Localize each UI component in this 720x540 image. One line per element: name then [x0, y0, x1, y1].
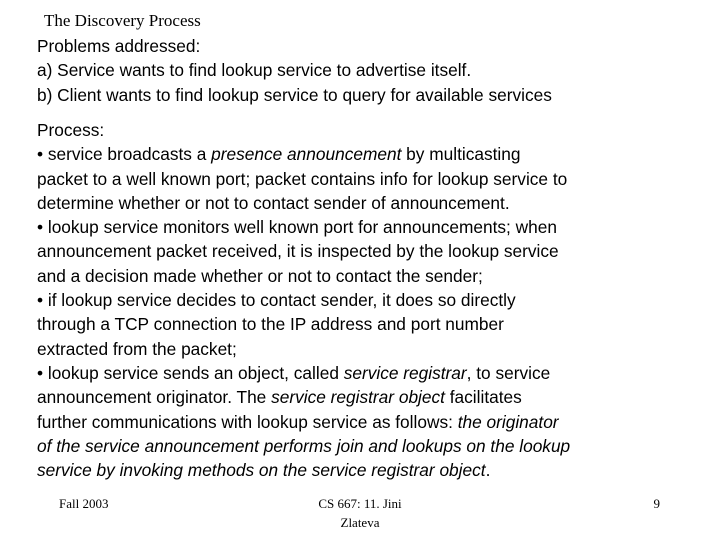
bullet4-line5	[37, 458, 697, 482]
bullet4-line4	[37, 434, 697, 458]
process-section	[37, 118, 697, 482]
problems-heading: Problems addressed:	[37, 36, 201, 56]
bullet4-text: • lookup service sends an object, called	[37, 362, 344, 383]
bullet1-line1	[37, 142, 697, 166]
bullet4-line3-emphasis: the originator	[457, 411, 559, 432]
bullet4-line3-text: further communications with lookup service as follows:	[37, 411, 458, 432]
page-number: 9	[653, 496, 660, 511]
bullet4-line1	[37, 361, 697, 385]
bullet1-line3: determine whether or not to contact sender of announcement.	[37, 192, 510, 213]
bullet4-line3	[37, 410, 697, 434]
bullet1-emphasis: presence announcement	[211, 144, 402, 165]
footer-course	[300, 494, 420, 532]
slide-title: The Discovery Process	[44, 11, 201, 30]
bullet2-line1: • lookup service monitors well known port for announcements; when	[37, 217, 557, 238]
bullet1-text: • service broadcasts a	[37, 144, 212, 165]
bullet3-line3: extracted from the packet;	[37, 338, 237, 359]
footer-course-line1: CS 667: 11. Jini	[318, 496, 402, 511]
bullet3-line2: through a TCP connection to the IP address and port number	[37, 314, 504, 335]
problem-b: b) Client wants to find lookup service to query for available services	[37, 84, 552, 105]
process-heading: Process:	[37, 120, 105, 140]
bullet4-line2	[37, 385, 697, 409]
bullet4-line5-period: .	[485, 460, 491, 481]
problems-section	[37, 34, 697, 107]
footer-date: Fall 2003	[59, 496, 109, 511]
bullet4-text-cont: , to service	[466, 362, 551, 383]
bullet4-line2-text: announcement originator. The	[37, 387, 272, 408]
bullet4-line4-emphasis: of the service announcement performs join and lookups on the lookup	[37, 435, 571, 456]
bullet2-line2: announcement packet received, it is inspected by the lookup service	[37, 241, 559, 262]
bullet1-text-cont: by multicasting	[401, 144, 521, 165]
bullet3-line1: • if lookup service decides to contact sender, it does so directly	[37, 290, 516, 311]
bullet1-line2: packet to a well known port; packet contains info for lookup service to	[37, 168, 568, 189]
bullet4-line5-emphasis: service by invoking methods on the service registrar object	[37, 460, 486, 481]
bullet4-line2-emphasis: service registrar object	[271, 387, 445, 408]
problem-a: a) Service wants to find lookup service to advertise itself.	[37, 60, 472, 81]
footer-course-line2: Zlateva	[340, 515, 380, 530]
bullet4-line2-text-cont: facilitates	[444, 387, 522, 408]
bullet2-line3: and a decision made whether or not to contact the sender;	[37, 265, 483, 286]
bullet4-emphasis: service registrar	[343, 362, 467, 383]
